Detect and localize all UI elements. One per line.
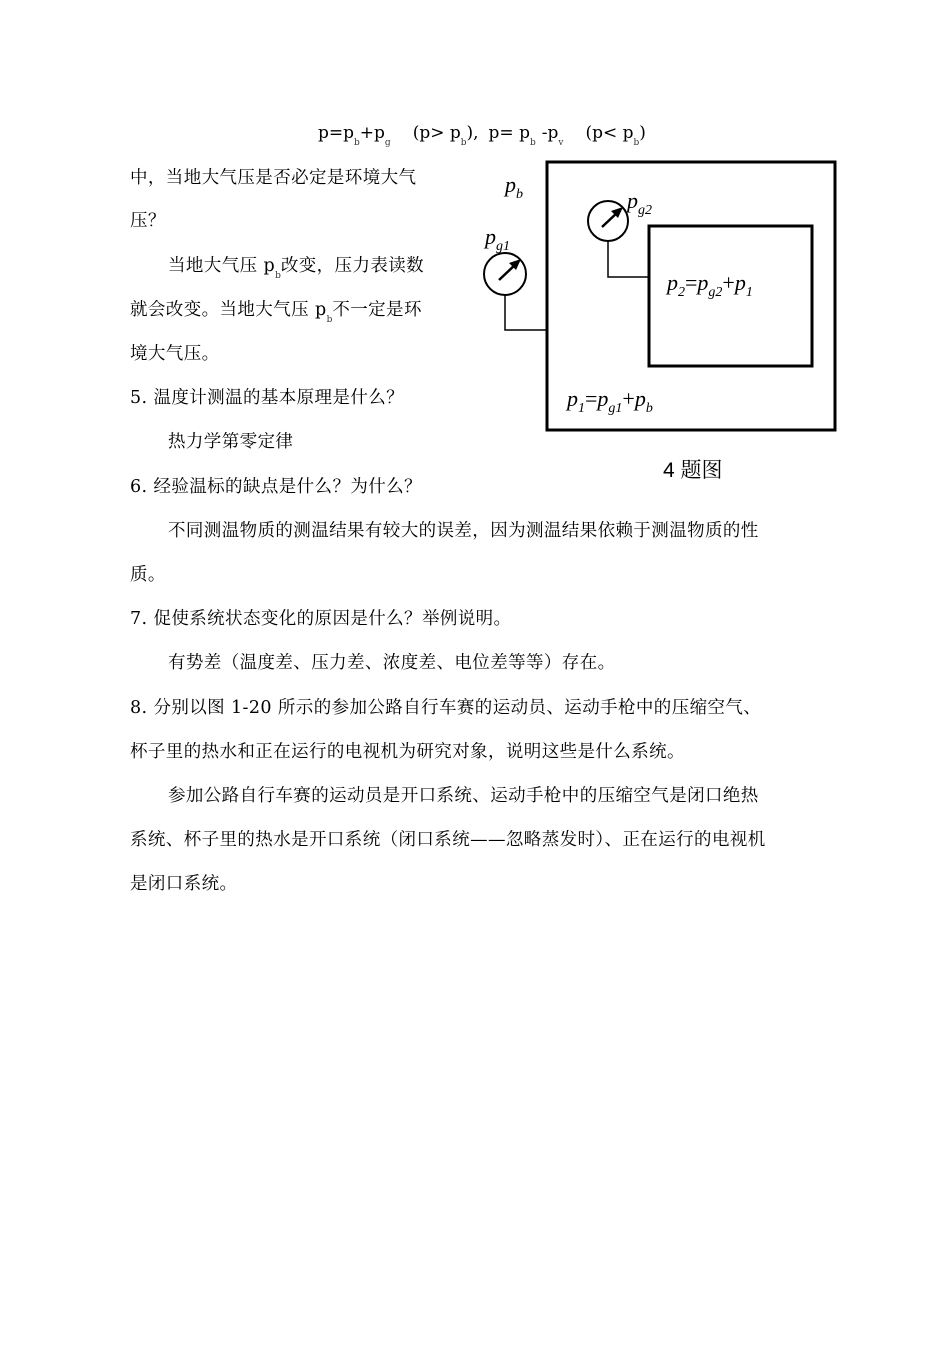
formula-plus: +p (359, 123, 385, 143)
math-p: p (485, 224, 496, 249)
math-sub: b (645, 401, 653, 416)
figure-caption: 4 题图 (663, 459, 723, 482)
formula-p: p=p (318, 123, 355, 143)
math-op: + (622, 386, 635, 411)
math-p: p (734, 270, 746, 295)
math-op: + (722, 270, 735, 295)
q8-question-line2: 杯子里的热水和正在运行的电视机为研究对象，说明这些是什么系统。 (130, 742, 685, 762)
q4-answer-text: 改变，压力表读数 (280, 256, 425, 276)
q8-answer-line3: 是闭口系统。 (130, 874, 238, 894)
math-sub: b (516, 187, 523, 202)
label-pg1 (485, 224, 510, 260)
math-p: p (667, 270, 678, 295)
q4-question-line2: 压？ (130, 211, 166, 231)
math-p: p (567, 386, 578, 411)
equation-p2 (667, 270, 753, 306)
label-pg2 (627, 188, 652, 224)
math-p: p (505, 172, 516, 197)
q7-question: 7. 促使系统状态变化的原因是什么？举例说明。 (130, 609, 512, 629)
math-sub: g1 (496, 239, 510, 254)
q6-answer-line2: 质。 (130, 565, 166, 585)
formula-sub: b (460, 138, 467, 148)
q5-question: 5. 温度计测温的基本原理是什么？ (130, 388, 405, 408)
gauge1-pipe (505, 294, 547, 330)
formula-minus: -p (541, 123, 559, 143)
pressure-formula (318, 121, 646, 155)
q8-answer-line1: 参加公路自行车赛的运动员是开口系统、运动手枪中的压缩空气是闭口绝热 (168, 786, 759, 806)
formula-sub: b (633, 138, 640, 148)
q7-answer: 有势差（温度差、压力差、浓度差、电位差等等）存在。 (168, 653, 616, 673)
math-p: p (597, 386, 609, 411)
formula-cond: ), (466, 123, 479, 143)
q4-answer-sub: b (326, 315, 333, 325)
math-op: = (585, 386, 598, 411)
pressure-gauge-diagram (475, 160, 845, 450)
math-p: p (627, 188, 638, 213)
formula-cond: (p> p (412, 123, 461, 143)
q4-answer-text: 当地大气压 p (168, 256, 276, 276)
q4-answer-line1 (168, 254, 424, 288)
math-sub: 2 (678, 285, 685, 300)
q4-answer-sub: b (275, 271, 281, 281)
formula-cond: ) (639, 123, 646, 143)
q4-question-line1: 中，当地大气压是否必定是环境大气 (130, 168, 417, 188)
formula-p: p= p (488, 123, 530, 143)
formula-sub: b (529, 138, 536, 148)
gauge2-pipe (608, 241, 649, 277)
q4-answer-text: 就会改变。当地大气压 p (130, 300, 327, 320)
formula-cond: (p< p (585, 123, 634, 143)
math-sub: 1 (745, 285, 753, 300)
math-op: = (685, 270, 698, 295)
label-pb (505, 172, 523, 208)
math-sub: g2 (708, 285, 723, 300)
q6-question: 6. 经验温标的缺点是什么？为什么？ (130, 477, 422, 497)
math-sub: 1 (578, 401, 585, 416)
diagram-svg (475, 160, 845, 450)
q4-answer-text: 不一定是环 (332, 300, 422, 320)
math-p: p (697, 270, 709, 295)
math-sub: g1 (608, 401, 623, 416)
formula-sub: v (558, 138, 564, 148)
q8-answer-line2: 系统、杯子里的热水是开口系统（闭口系统——忽略蒸发时）、正在运行的电视机 (130, 830, 766, 850)
q4-answer-line2 (130, 298, 422, 332)
q4-answer-line3: 境大气压。 (130, 344, 220, 364)
math-p: p (634, 386, 646, 411)
q6-answer-line1: 不同测温物质的测温结果有较大的误差，因为测温结果依赖于测温物质的性 (168, 521, 759, 541)
q8-question-line1: 8. 分别以图 1-20 所示的参加公路自行车赛的运动员、运动手枪中的压缩空气、 (130, 698, 762, 718)
equation-p1 (567, 386, 653, 422)
gauge2-dial-icon (588, 201, 628, 241)
q5-answer: 热力学第零定律 (168, 432, 294, 452)
formula-sub: g (384, 138, 391, 148)
math-sub: g2 (638, 203, 652, 218)
formula-sub: b (354, 138, 360, 148)
